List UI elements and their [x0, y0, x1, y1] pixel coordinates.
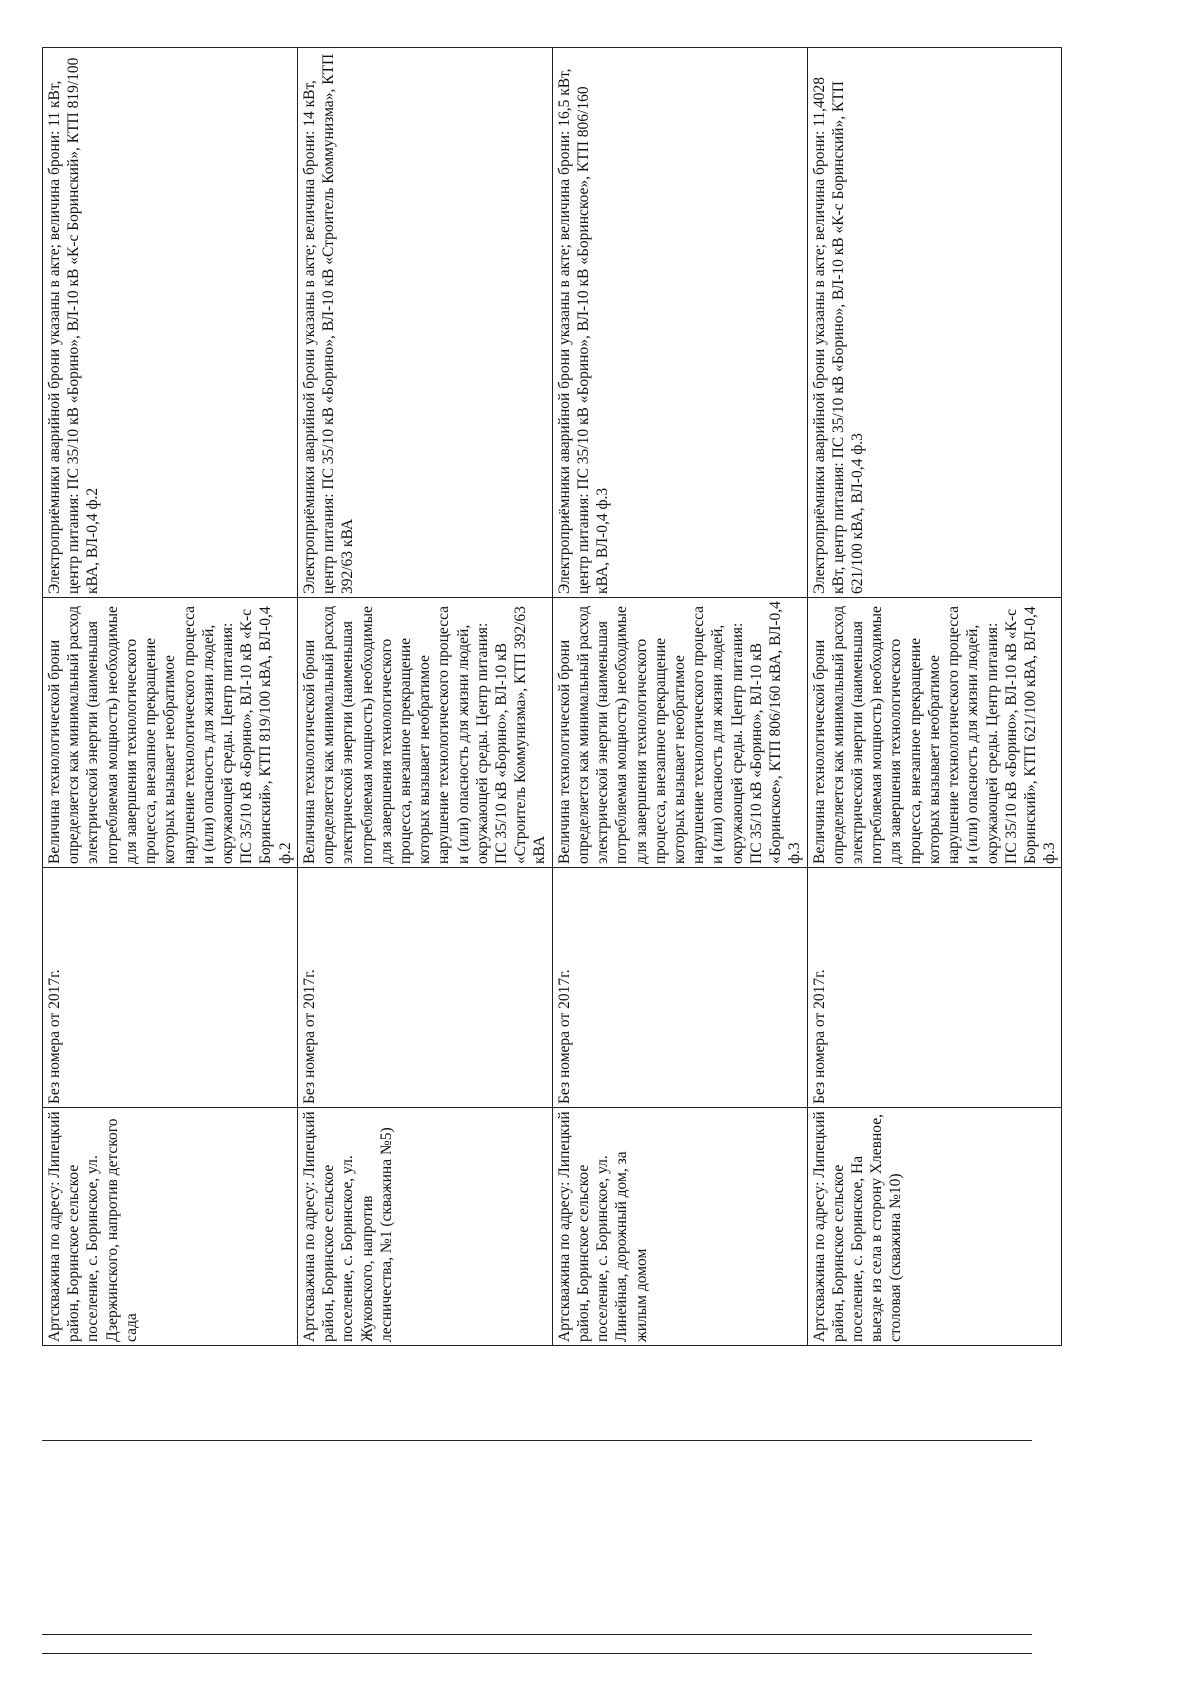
- table-row: [807, 48, 1062, 1346]
- rotated-page: [42, 48, 1059, 1346]
- technological-reserve-cell: Величина технологической брони определяется как минимальный расход электрической энергии (наименьшая потребляемая мощность) необходимые для завершения технологического процесса, внезапное прекращение которых вызывает необратимое нарушение технологического процесса и (или) опасность для жизни людей, окружающей среды. Центр питания: ПС 35/10 кВ «Борино», ВЛ-10 кВ «К-с Боринский», КТП 819/100 кВА, ВЛ-0,4 ф.2: [43, 598, 298, 868]
- act-cell: Без номера от 2017г.: [807, 868, 1062, 1108]
- table-border-line: [42, 1653, 1032, 1654]
- emergency-reserve-cell: Электроприёмники аварийной брони указаны в акте; величина брони: 14 кВт, центр питания: ПС 35/10 кВ «Борино», ВЛ-10 кВ «Строитель Коммунизма», КТП 392/63 кВА: [297, 48, 552, 598]
- emergency-reserve-cell: Электроприёмники аварийной брони указаны в акте; величина брони: 16,5 кВт, центр питания: ПС 35/10 кВ «Борино», ВЛ-10 кВ «Боринское», КТП 806/160 кВА, ВЛ-0,4 ф.3: [552, 48, 807, 598]
- technological-reserve-cell: Величина технологической брони определяется как минимальный расход электрической энергии (наименьшая потребляемая мощность) необходимые для завершения технологического процесса, внезапное прекращение которых вызывает необратимое нарушение технологического процесса и (или) опасность для жизни людей, окружающей среды. Центр питания: ПС 35/10 кВ «Борино», ВЛ-10 кВ «Боринское», КТП 806/160 кВА, ВЛ-0,4 ф.3: [552, 598, 807, 868]
- table-row: [552, 48, 807, 1346]
- object-address-cell: Артскважина по адресу: Липецкий район, Боринское сельское поселение, с. Боринское, ул. Линейная, дорожный дом, за жилым домом: [552, 1108, 807, 1346]
- reserve-table: [42, 47, 1062, 1346]
- act-cell: Без номера от 2017г.: [552, 868, 807, 1108]
- technological-reserve-cell: Величина технологической брони определяется как минимальный расход электрической энергии (наименьшая потребляемая мощность) необходимые для завершения технологического процесса, внезапное прекращение которых вызывает необратимое нарушение технологического процесса и (или) опасность для жизни людей, окружающей среды. Центр питания: ПС 35/10 кВ «Борино», ВЛ-10 кВ «К-с Боринский», КТП 621/100 кВА, ВЛ-0,4 ф.3: [807, 598, 1062, 868]
- table-row: [297, 48, 552, 1346]
- object-address-cell: Артскважина по адресу: Липецкий район, Боринское сельское поселение, с. Боринское, На выезде из села в сторону Хлевное, столовая (скважина №10): [807, 1108, 1062, 1346]
- emergency-reserve-cell: Электроприёмники аварийной брони указаны в акте; величина брони: 11 кВт, центр питания: ПС 35/10 кВ «Борино», ВЛ-10 кВ «К-с Боринский», КТП 819/100 кВА, ВЛ-0,4 ф.2: [43, 48, 298, 598]
- table-border-line: [42, 1634, 1032, 1635]
- act-cell: Без номера от 2017г.: [297, 868, 552, 1108]
- act-cell: Без номера от 2017г.: [43, 868, 298, 1108]
- emergency-reserve-cell: Электроприёмники аварийной брони указаны в акте; величина брони: 11,4028 кВт, центр питания: ПС 35/10 кВ «Борино», ВЛ-10 кВ «К-с Боринский», КТП 621/100 кВА, ВЛ-0,4 ф.3: [807, 48, 1062, 598]
- object-address-cell: Артскважина по адресу: Липецкий район, Боринское сельское поселение, с. Боринское, ул. Жуковского, напротив лесничества, №1 (скважина №5): [297, 1108, 552, 1346]
- object-address-cell: Артскважина по адресу: Липецкий район, Боринское сельское поселение, с. Боринское, ул. Дзержинского, напротив детского сада: [43, 1108, 298, 1346]
- table-row: [43, 48, 298, 1346]
- technological-reserve-cell: Величина технологической брони определяется как минимальный расход электрической энергии (наименьшая потребляемая мощность) необходимые для завершения технологического процесса, внезапное прекращение которых вызывает необратимое нарушение технологического процесса и (или) опасность для жизни людей, окружающей среды. Центр питания: ПС 35/10 кВ «Борино», ВЛ-10 кВ «Строитель Коммунизма», КТП 392/63 кВА: [297, 598, 552, 868]
- table-border-line: [42, 1440, 1032, 1441]
